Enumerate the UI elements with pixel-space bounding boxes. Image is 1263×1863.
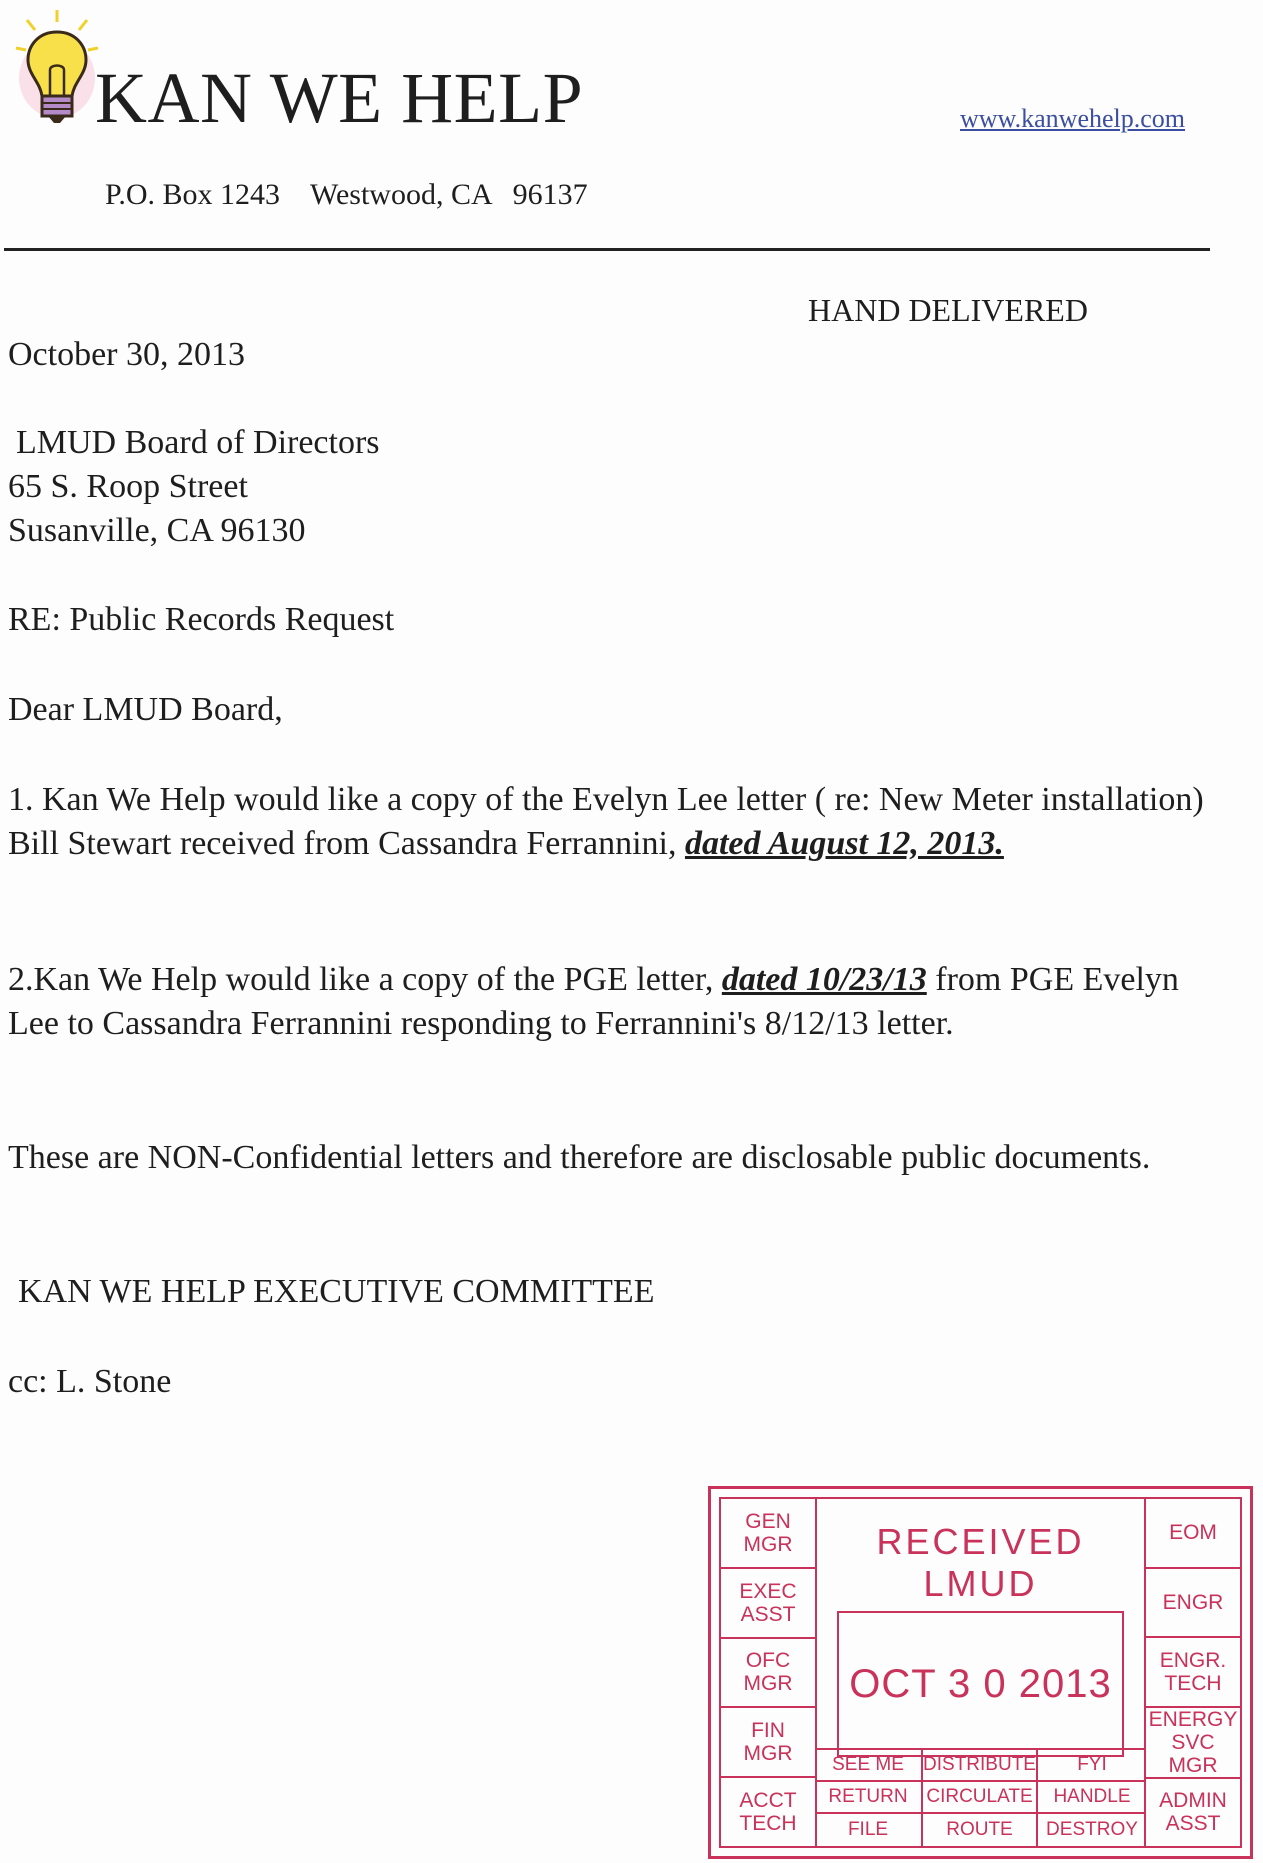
paragraph-2-date: dated 10/23/13: [721, 961, 927, 998]
stamp-org: LMUD: [923, 1563, 1038, 1604]
routing-option: DESTROY: [1046, 1819, 1138, 1840]
recipient-address: [8, 421, 380, 553]
signoff: KAN WE HELP EXECUTIVE COMMITTEE: [18, 1273, 655, 1310]
routing-option: CIRCULATE: [923, 1782, 1038, 1814]
stamp-cell: EXEC ASST: [721, 1569, 815, 1639]
stamp-received: RECEIVED: [876, 1521, 1085, 1562]
recipient-line: 65 S. Roop Street: [8, 468, 248, 505]
stamp-routing-grid: [815, 1748, 1146, 1846]
paragraph-2-text: 2.Kan We Help would like a copy of the PGE letter,: [8, 961, 722, 998]
stamp-cell: GEN MGR: [721, 1499, 815, 1569]
stamp-inner-border: [719, 1497, 1242, 1848]
routing-option: HANDLE: [1038, 1782, 1146, 1814]
routing-option: SEE ME: [815, 1750, 923, 1782]
recipient-line: LMUD Board of Directors: [16, 424, 380, 461]
paragraph-3: These are NON-Confidential letters and therefore are disclosable public documents.: [8, 1139, 1151, 1176]
stamp-date: OCT 3 0 2013: [837, 1611, 1124, 1757]
routing-option: ROUTE: [923, 1814, 1038, 1846]
organization-name: KAN WE HELP: [95, 58, 584, 138]
paragraph-1: [8, 778, 1208, 866]
routing-option: FILE: [815, 1814, 923, 1846]
letterhead-divider: [4, 248, 1210, 251]
website-link[interactable]: www.kanwehelp.com: [960, 104, 1186, 133]
letter-date: October 30, 2013: [8, 336, 246, 373]
stamp-cell: ENGR. TECH: [1146, 1638, 1240, 1708]
paragraph-2: [8, 958, 1208, 1046]
cc-line: cc: L. Stone: [8, 1363, 172, 1400]
received-stamp: [708, 1486, 1253, 1859]
stamp-cell: ENGR: [1146, 1569, 1240, 1639]
paragraph-1-date: dated August 12, 2013.: [684, 825, 1004, 862]
stamp-right-column: [1144, 1499, 1240, 1846]
routing-option: DISTRIBUTE: [923, 1750, 1038, 1782]
stamp-cell: ENERGY SVC MGR: [1146, 1708, 1240, 1779]
delivery-method: HAND DELIVERED: [808, 292, 1088, 328]
salutation: Dear LMUD Board,: [8, 691, 283, 728]
stamp-cell: ADMIN ASST: [1159, 1789, 1227, 1836]
routing-option: FYI: [1038, 1750, 1146, 1782]
routing-option: RETURN: [815, 1782, 923, 1814]
stamp-left-column: [721, 1499, 817, 1846]
po-box: P.O. Box 1243: [105, 178, 281, 211]
stamp-cell: FIN MGR: [721, 1708, 815, 1778]
city-state: Westwood, CA: [310, 178, 493, 211]
subject-line: RE: Public Records Request: [8, 601, 395, 638]
stamp-title: [815, 1521, 1146, 1605]
stamp-cell: OFC MGR: [721, 1639, 815, 1709]
stamp-cell: ACCT TECH: [739, 1789, 797, 1836]
zip-code: 96137: [512, 178, 588, 211]
lightbulb-logo-icon: [12, 8, 102, 133]
recipient-line: Susanville, CA 96130: [8, 512, 306, 549]
stamp-cell: EOM: [1146, 1499, 1240, 1569]
paragraph-2-text-end: from PGE Evelyn Lee to Cassandra Ferrannini responding to Ferrannini's 8/12/13 letter.: [8, 961, 1179, 1042]
letterhead-address: [105, 178, 588, 212]
paragraph-1-text: 1. Kan We Help would like a copy of the Evelyn Lee letter ( re: New Meter installation) Bill Stewart received from Cassandra Ferrannini,: [8, 781, 1204, 862]
